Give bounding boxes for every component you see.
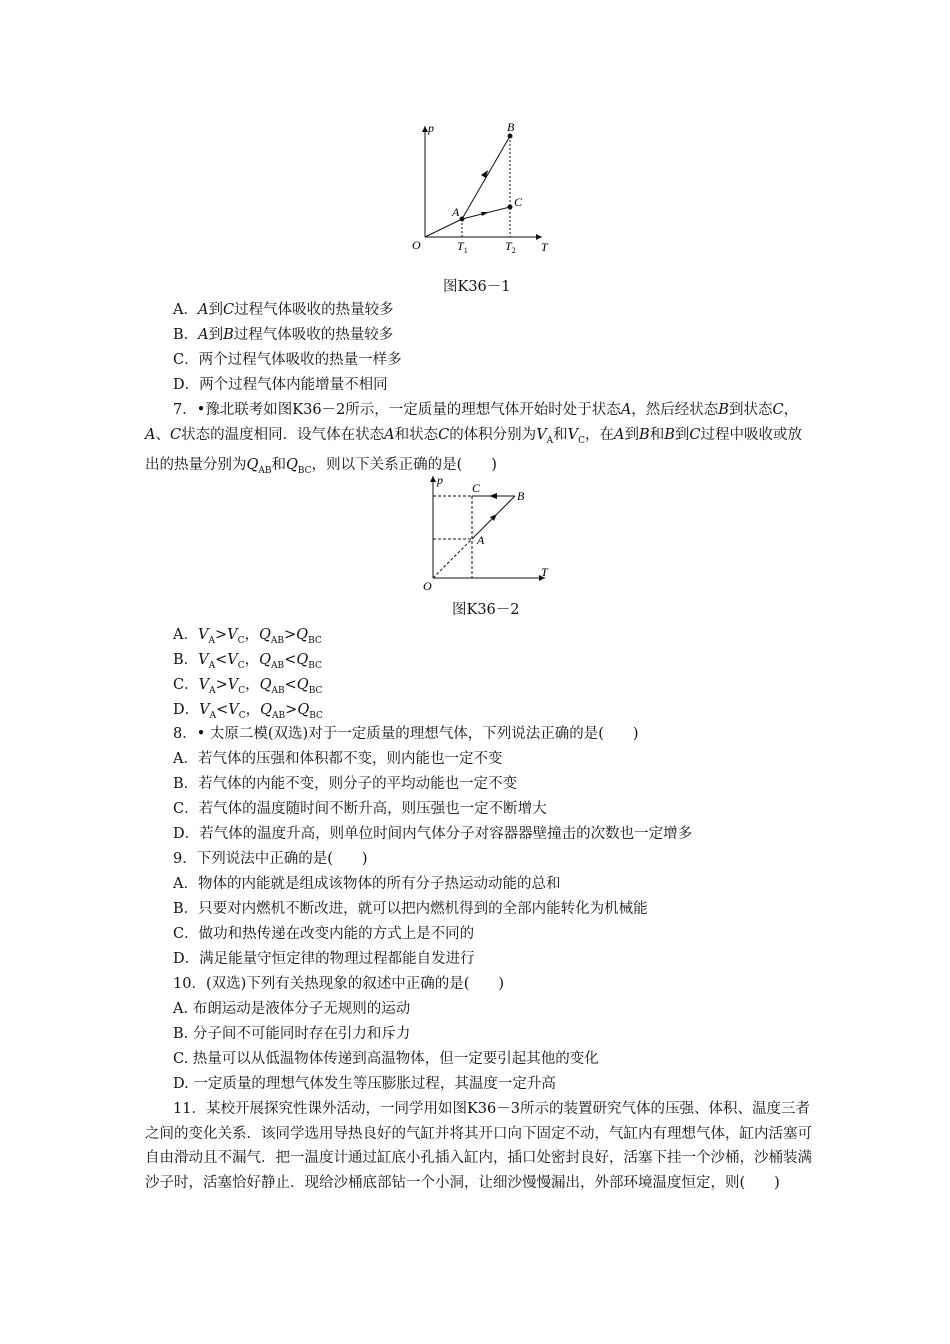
q8-option-b: B．若气体的内能不变，则分子的平均动能也一定不变 [173, 776, 518, 792]
q7-option-d: D．$V_A<V_C$，$Q_{AB}>Q_{BC}$ [173, 702, 323, 721]
q6-option-c: C．两个过程气体吸收的热量一样多 [173, 352, 402, 368]
q8-option-c: C．若气体的温度随时间不断升高，则压强也一定不断增大 [173, 801, 547, 817]
label-a: A [452, 205, 460, 219]
q6-option-b: B．A到B过程气体吸收的热量较多 [173, 327, 394, 343]
figure-k36-2-caption: 图K36－2 [452, 602, 520, 618]
q9-stem: 9．下列说法中正确的是( ) [173, 851, 368, 867]
q10-option-c: C. 热量可以从低温物体传递到高温物体，但一定要引起其他的变化 [173, 1051, 599, 1067]
point-b [508, 134, 513, 139]
figure-k36-1-caption: 图K36－1 [443, 279, 511, 295]
line-o-a [425, 219, 462, 237]
label-t2: $T_2$ [505, 239, 516, 255]
q9-option-b: B．只要对内燃机不断改进，就可以把内燃机得到的全部内能转化为机械能 [173, 901, 648, 917]
q7-option-c: C．$V_A>V_C$，$Q_{AB}<Q_{BC}$ [173, 677, 323, 696]
label-b: B [507, 120, 515, 134]
q6-option-d: D．两个过程气体内能增量不相同 [173, 377, 388, 393]
label-t1: $T_1$ [457, 239, 468, 255]
label-a: A [477, 533, 485, 547]
q10-option-b: B. 分子间不可能同时存在引力和斥力 [173, 1026, 411, 1042]
q10-stem: 10．(双选)下列有关热现象的叙述中正确的是( ) [173, 976, 505, 992]
q6-option-a: A．A到C过程气体吸收的热量较多 [173, 302, 394, 318]
q8-option-d: D．若气体的温度升高，则单位时间内气体分子对容器器壁撞击的次数也一定增多 [173, 826, 693, 842]
figure-k36-1 [410, 118, 560, 260]
p-axis-label: p [428, 121, 434, 135]
arrow-a-c [481, 212, 489, 216]
p-axis-label: p [437, 473, 443, 487]
point-a [460, 217, 465, 222]
origin-label: O [423, 579, 432, 592]
q8-stem: 8．• 太原二模(双选)对于一定质量的理想气体，下列说法正确的是( ) [173, 726, 639, 742]
q8-option-a: A．若气体的压强和体积都不变，则内能也一定不变 [173, 751, 503, 767]
t-axis-label: T [541, 240, 548, 254]
q10-option-a: A. 布朗运动是液体分子无规则的运动 [173, 1001, 411, 1017]
label-b: B [517, 489, 525, 503]
label-c: C [514, 195, 523, 209]
q11-stem: 11．某校开展探究性课外活动，一同学用如图K36－3所示的装置研究气体的压强、体积、温度三者之间的变化关系．该同学选用导热良好的气缸并将其开口向下固定不动，气缸内有理想气体，缸内活塞可自由滑动且不漏气．把一温度计通过缸底小孔插入缸内，插口处密封良好，活塞下挂一个沙桶，沙桶装满沙子时，活塞恰好静止．现给沙桶底部钻一个小洞，让细沙慢慢漏出，外部环境温度恒定，则( ) [145, 1101, 812, 1191]
q7-option-a: A．$V_A>V_C$，$Q_{AB}>Q_{BC}$ [173, 627, 322, 646]
q9-option-d: D．满足能量守恒定律的物理过程都能自发进行 [173, 951, 475, 967]
arrow-b-c [489, 493, 497, 499]
origin-label: O [412, 238, 421, 252]
q9-option-a: A．物体的内能就是组成该物体的所有分子热运动动能的总和 [173, 876, 561, 892]
q9-option-c: C．做功和热传递在改变内能的方式上是不同的 [173, 926, 475, 942]
q7-option-b: B．$V_A<V_C$，$Q_{AB}<Q_{BC}$ [173, 652, 322, 671]
figure-k36-2 [415, 472, 555, 592]
q7-stem: 7．•豫北联考如图K36－2所示，一定质量的理想气体开始时处于状态A，然后经状态B到状态C，A、C状态的温度相同．设气体在状态A和状态C的体积分别为$V_A$和$V_C$，在A到B和B到C过程中吸收或放出的热量分别为$Q_{AB}$和$Q_{BC}$，则以下关系正确的是( ) [145, 402, 802, 476]
label-c: C [472, 481, 481, 495]
point-c [508, 205, 513, 210]
t-axis-label: T [541, 565, 548, 579]
dashed-o-a [433, 539, 472, 578]
q10-option-d: D. 一定质量的理想气体发生等压膨胀过程，其温度一定升高 [173, 1076, 556, 1092]
